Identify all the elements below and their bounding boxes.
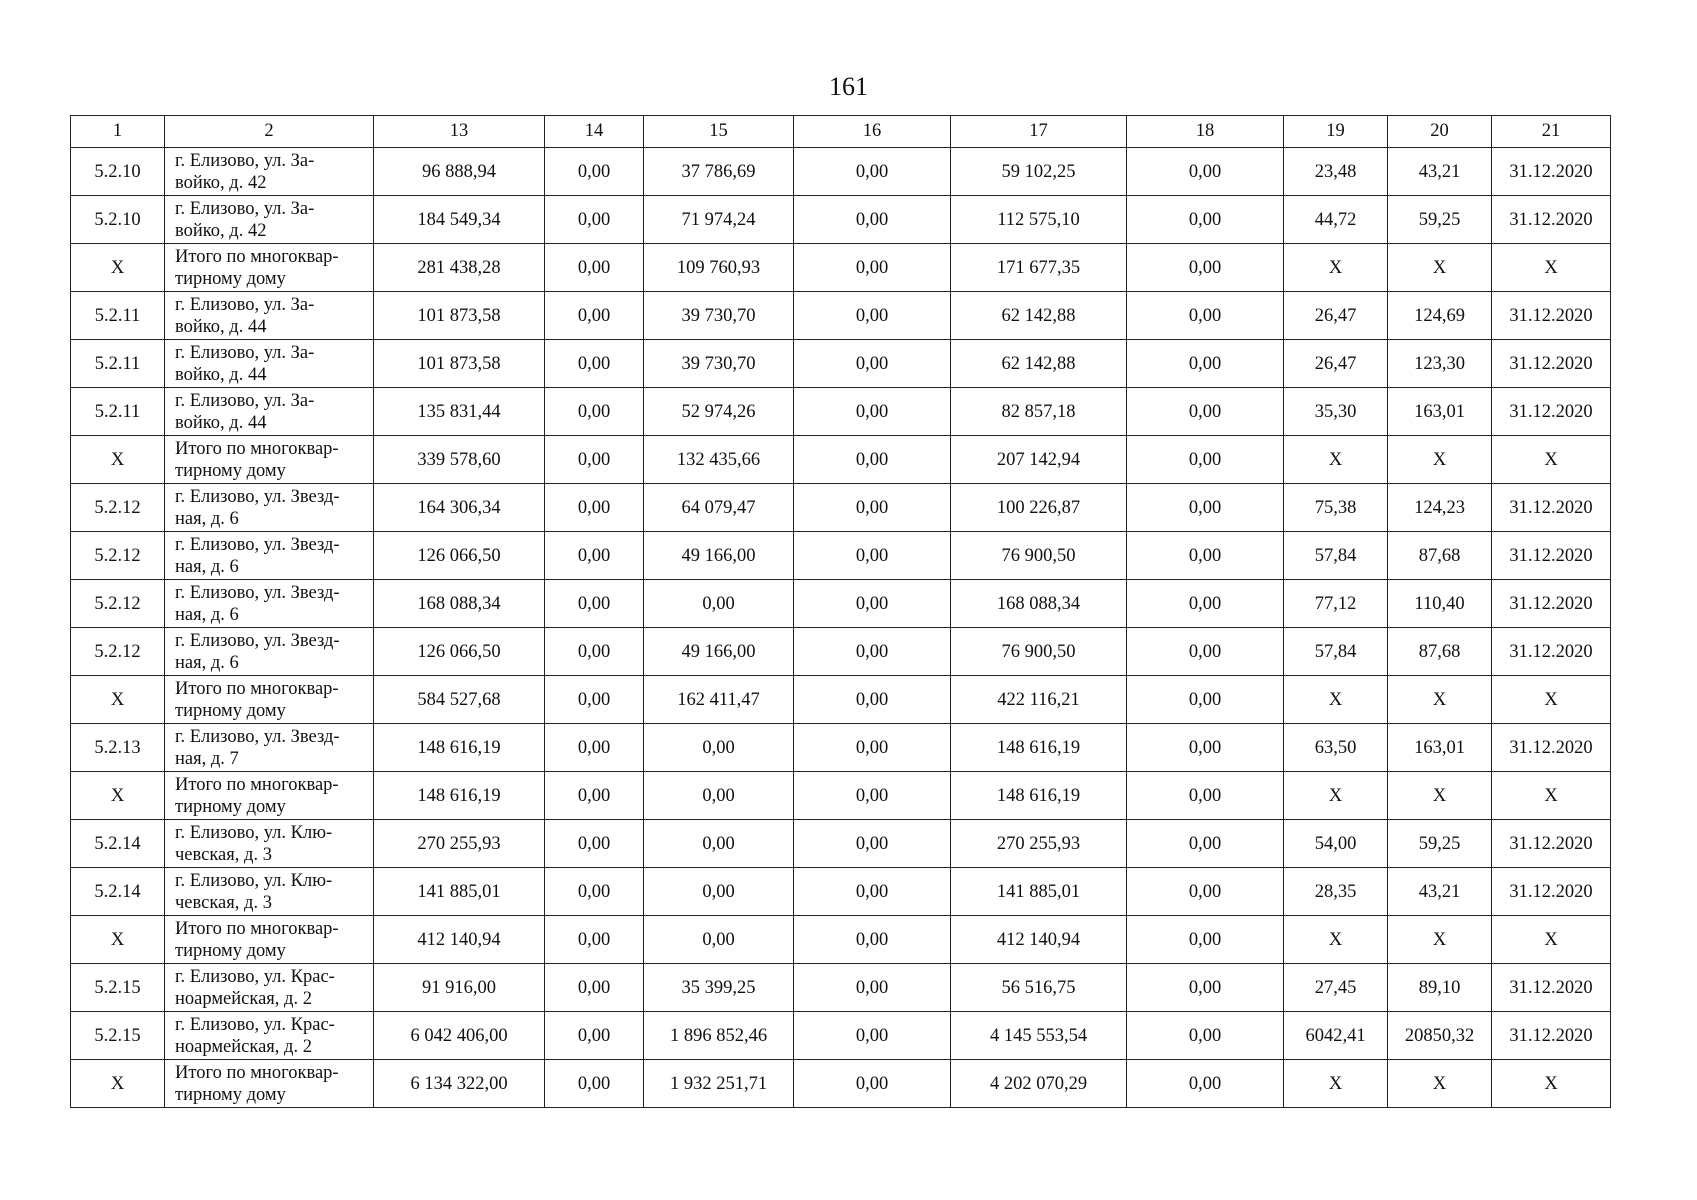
table-cell: 54,00: [1284, 820, 1388, 868]
table-cell: X: [71, 916, 165, 964]
table-cell: 0,00: [794, 868, 951, 916]
address-cell: г. Елизово, ул. За- войко, д. 42: [165, 148, 374, 196]
table-row: [71, 820, 1611, 868]
table-cell: X: [71, 244, 165, 292]
table-cell: 0,00: [545, 484, 644, 532]
table-cell: 56 516,75: [951, 964, 1127, 1012]
table-cell: 0,00: [1127, 1060, 1284, 1108]
table-cell: 101 873,58: [374, 292, 545, 340]
table-cell: 0,00: [1127, 580, 1284, 628]
table-cell: 0,00: [794, 916, 951, 964]
table-body: [71, 148, 1611, 1108]
table-cell: 0,00: [1127, 772, 1284, 820]
table-cell: 168 088,34: [951, 580, 1127, 628]
table-cell: 184 549,34: [374, 196, 545, 244]
table-row: [71, 964, 1611, 1012]
table-cell: 91 916,00: [374, 964, 545, 1012]
table-cell: 63,50: [1284, 724, 1388, 772]
address-cell: г. Елизово, ул. Клю- чевская, д. 3: [165, 820, 374, 868]
table-cell: 5.2.12: [71, 484, 165, 532]
column-header: 14: [545, 116, 644, 148]
table-cell: 31.12.2020: [1492, 292, 1611, 340]
table-cell: X: [1492, 436, 1611, 484]
table-cell: 64 079,47: [644, 484, 794, 532]
table-cell: 141 885,01: [951, 868, 1127, 916]
table-cell: 171 677,35: [951, 244, 1127, 292]
table-cell: 6 042 406,00: [374, 1012, 545, 1060]
column-header: 18: [1127, 116, 1284, 148]
table-cell: 148 616,19: [951, 724, 1127, 772]
table-cell: 0,00: [545, 436, 644, 484]
table-cell: 0,00: [794, 772, 951, 820]
address-cell: г. Елизово, ул. Крас- ноармейская, д. 2: [165, 964, 374, 1012]
table-cell: 0,00: [545, 964, 644, 1012]
table-cell: 0,00: [545, 868, 644, 916]
table-cell: X: [71, 1060, 165, 1108]
table-cell: 0,00: [545, 1060, 644, 1108]
table-cell: 49 166,00: [644, 628, 794, 676]
table-cell: 87,68: [1388, 628, 1492, 676]
table-cell: 164 306,34: [374, 484, 545, 532]
table-cell: 0,00: [794, 244, 951, 292]
table-cell: 100 226,87: [951, 484, 1127, 532]
table-cell: 5.2.11: [71, 292, 165, 340]
page-number: 161: [829, 72, 868, 101]
table-cell: 31.12.2020: [1492, 1012, 1611, 1060]
table-cell: 62 142,88: [951, 292, 1127, 340]
table-cell: 5.2.14: [71, 820, 165, 868]
address-cell: г. Елизово, ул. Звезд- ная, д. 6: [165, 532, 374, 580]
table-row: [71, 628, 1611, 676]
table-row: [71, 724, 1611, 772]
address-cell: г. Елизово, ул. За- войко, д. 44: [165, 340, 374, 388]
table-cell: X: [1388, 772, 1492, 820]
table-cell: 1 896 852,46: [644, 1012, 794, 1060]
table-cell: 123,30: [1388, 340, 1492, 388]
table-row: [71, 388, 1611, 436]
header-row: [71, 116, 1611, 148]
table-cell: 148 616,19: [374, 724, 545, 772]
table-cell: X: [71, 676, 165, 724]
table-cell: 0,00: [1127, 196, 1284, 244]
table-cell: 0,00: [1127, 724, 1284, 772]
table-cell: 0,00: [794, 580, 951, 628]
table-cell: 412 140,94: [951, 916, 1127, 964]
table-cell: 76 900,50: [951, 532, 1127, 580]
table-cell: 0,00: [794, 820, 951, 868]
table-cell: 0,00: [794, 1012, 951, 1060]
table-cell: 31.12.2020: [1492, 148, 1611, 196]
table-cell: X: [1388, 676, 1492, 724]
table-cell: 0,00: [545, 196, 644, 244]
table-cell: X: [1284, 244, 1388, 292]
table-cell: 0,00: [794, 148, 951, 196]
table-cell: 0,00: [794, 484, 951, 532]
table-row: [71, 292, 1611, 340]
table-cell: 0,00: [1127, 244, 1284, 292]
table-row: [71, 580, 1611, 628]
table-cell: 110,40: [1388, 580, 1492, 628]
table-cell: 412 140,94: [374, 916, 545, 964]
table-cell: 31.12.2020: [1492, 532, 1611, 580]
table-cell: 0,00: [545, 244, 644, 292]
table-cell: 0,00: [644, 724, 794, 772]
column-header: 1: [71, 116, 165, 148]
table-cell: 59,25: [1388, 820, 1492, 868]
table-cell: 0,00: [794, 388, 951, 436]
table-cell: 27,45: [1284, 964, 1388, 1012]
table-cell: 77,12: [1284, 580, 1388, 628]
table-cell: 135 831,44: [374, 388, 545, 436]
column-header: 13: [374, 116, 545, 148]
table-cell: 31.12.2020: [1492, 868, 1611, 916]
table-cell: 0,00: [1127, 292, 1284, 340]
table-cell: X: [1284, 1060, 1388, 1108]
table-row: [71, 148, 1611, 196]
table-cell: X: [1284, 772, 1388, 820]
table-cell: 4 202 070,29: [951, 1060, 1127, 1108]
table-cell: X: [1492, 244, 1611, 292]
table-cell: 0,00: [794, 964, 951, 1012]
table-cell: 31.12.2020: [1492, 388, 1611, 436]
table-cell: 6 134 322,00: [374, 1060, 545, 1108]
table-cell: 0,00: [794, 676, 951, 724]
table-cell: 37 786,69: [644, 148, 794, 196]
column-header: 16: [794, 116, 951, 148]
address-cell: Итого по многоквар- тирному дому: [165, 916, 374, 964]
table-cell: 0,00: [545, 580, 644, 628]
table-cell: 126 066,50: [374, 532, 545, 580]
table-cell: 0,00: [1127, 868, 1284, 916]
table-cell: 5.2.12: [71, 532, 165, 580]
table-cell: 26,47: [1284, 292, 1388, 340]
table-cell: 59,25: [1388, 196, 1492, 244]
column-header: 15: [644, 116, 794, 148]
table-cell: 124,69: [1388, 292, 1492, 340]
column-header: 20: [1388, 116, 1492, 148]
table-cell: X: [71, 436, 165, 484]
table-cell: 82 857,18: [951, 388, 1127, 436]
table-cell: 0,00: [1127, 388, 1284, 436]
table-row: [71, 868, 1611, 916]
table-cell: X: [1388, 1060, 1492, 1108]
table-cell: 0,00: [545, 292, 644, 340]
table-cell: 59 102,25: [951, 148, 1127, 196]
table-cell: 5.2.14: [71, 868, 165, 916]
table-cell: 163,01: [1388, 388, 1492, 436]
table-cell: 168 088,34: [374, 580, 545, 628]
table-cell: 422 116,21: [951, 676, 1127, 724]
table-row: [71, 340, 1611, 388]
address-cell: г. Елизово, ул. Звезд- ная, д. 6: [165, 580, 374, 628]
table-cell: 0,00: [794, 436, 951, 484]
table-cell: X: [1284, 676, 1388, 724]
table-cell: 35 399,25: [644, 964, 794, 1012]
table-cell: 148 616,19: [374, 772, 545, 820]
table-cell: 5.2.11: [71, 388, 165, 436]
table-cell: 0,00: [794, 292, 951, 340]
table-cell: 141 885,01: [374, 868, 545, 916]
table-row: [71, 916, 1611, 964]
data-table: [70, 115, 1611, 1108]
table-cell: 5.2.13: [71, 724, 165, 772]
table-cell: 0,00: [794, 340, 951, 388]
table-cell: 0,00: [1127, 820, 1284, 868]
table-cell: 126 066,50: [374, 628, 545, 676]
table-cell: 49 166,00: [644, 532, 794, 580]
table-cell: 132 435,66: [644, 436, 794, 484]
address-cell: г. Елизово, ул. За- войко, д. 44: [165, 388, 374, 436]
table-cell: 0,00: [545, 820, 644, 868]
table-row: [71, 1012, 1611, 1060]
table-cell: X: [1284, 916, 1388, 964]
table-cell: 39 730,70: [644, 292, 794, 340]
address-cell: г. Елизово, ул. За- войко, д. 44: [165, 292, 374, 340]
table-cell: 5.2.15: [71, 1012, 165, 1060]
table-cell: 31.12.2020: [1492, 724, 1611, 772]
table-cell: 0,00: [1127, 484, 1284, 532]
table-cell: 0,00: [545, 148, 644, 196]
address-cell: г. Елизово, ул. За- войко, д. 42: [165, 196, 374, 244]
table-cell: 109 760,93: [644, 244, 794, 292]
table-cell: 71 974,24: [644, 196, 794, 244]
table-cell: 52 974,26: [644, 388, 794, 436]
column-header: 17: [951, 116, 1127, 148]
table-cell: 4 145 553,54: [951, 1012, 1127, 1060]
table-cell: 0,00: [1127, 340, 1284, 388]
address-cell: г. Елизово, ул. Звезд- ная, д. 6: [165, 484, 374, 532]
address-cell: Итого по многоквар- тирному дому: [165, 772, 374, 820]
table-cell: 43,21: [1388, 148, 1492, 196]
address-cell: Итого по многоквар- тирному дому: [165, 1060, 374, 1108]
table-cell: X: [1388, 436, 1492, 484]
column-header: 21: [1492, 116, 1611, 148]
table-cell: 0,00: [545, 628, 644, 676]
address-cell: Итого по многоквар- тирному дому: [165, 676, 374, 724]
table-cell: 5.2.12: [71, 628, 165, 676]
table-cell: 0,00: [545, 916, 644, 964]
table-cell: 281 438,28: [374, 244, 545, 292]
table-cell: 148 616,19: [951, 772, 1127, 820]
table-cell: 0,00: [1127, 1012, 1284, 1060]
table-row: [71, 244, 1611, 292]
table-cell: 6042,41: [1284, 1012, 1388, 1060]
table-cell: X: [1492, 916, 1611, 964]
table-row: [71, 484, 1611, 532]
table-cell: 31.12.2020: [1492, 964, 1611, 1012]
table-cell: 87,68: [1388, 532, 1492, 580]
table-header: [71, 116, 1611, 148]
table-cell: X: [1492, 772, 1611, 820]
table-cell: 39 730,70: [644, 340, 794, 388]
table-cell: 0,00: [1127, 676, 1284, 724]
address-cell: г. Елизово, ул. Крас- ноармейская, д. 2: [165, 1012, 374, 1060]
table-row: [71, 436, 1611, 484]
table-cell: 0,00: [1127, 964, 1284, 1012]
table-cell: 76 900,50: [951, 628, 1127, 676]
table-cell: 0,00: [644, 868, 794, 916]
table-cell: X: [1284, 436, 1388, 484]
table-cell: 5.2.10: [71, 196, 165, 244]
table-cell: 0,00: [644, 916, 794, 964]
column-header: 19: [1284, 116, 1388, 148]
table-cell: 0,00: [794, 724, 951, 772]
table-cell: X: [1388, 244, 1492, 292]
table-cell: 0,00: [794, 196, 951, 244]
table-cell: 0,00: [545, 388, 644, 436]
address-cell: г. Елизово, ул. Клю- чевская, д. 3: [165, 868, 374, 916]
table-cell: 62 142,88: [951, 340, 1127, 388]
table-cell: 1 932 251,71: [644, 1060, 794, 1108]
table-cell: 31.12.2020: [1492, 340, 1611, 388]
table-cell: 207 142,94: [951, 436, 1127, 484]
table-cell: 270 255,93: [374, 820, 545, 868]
table-cell: 75,38: [1284, 484, 1388, 532]
table-cell: 0,00: [1127, 436, 1284, 484]
table-row: [71, 196, 1611, 244]
table-row: [71, 1060, 1611, 1108]
table-cell: 124,23: [1388, 484, 1492, 532]
table-cell: 0,00: [1127, 532, 1284, 580]
table-cell: 0,00: [794, 628, 951, 676]
table-cell: 31.12.2020: [1492, 820, 1611, 868]
table-cell: 31.12.2020: [1492, 580, 1611, 628]
address-cell: г. Елизово, ул. Звезд- ная, д. 7: [165, 724, 374, 772]
table-cell: 57,84: [1284, 532, 1388, 580]
table-cell: X: [71, 772, 165, 820]
address-cell: Итого по многоквар- тирному дому: [165, 244, 374, 292]
table-row: [71, 532, 1611, 580]
column-header: 2: [165, 116, 374, 148]
table-cell: 101 873,58: [374, 340, 545, 388]
table-cell: 584 527,68: [374, 676, 545, 724]
table-cell: 0,00: [794, 532, 951, 580]
table-cell: 0,00: [644, 580, 794, 628]
table-cell: 0,00: [545, 340, 644, 388]
table-cell: 28,35: [1284, 868, 1388, 916]
table-cell: 0,00: [794, 1060, 951, 1108]
address-cell: г. Елизово, ул. Звезд- ная, д. 6: [165, 628, 374, 676]
table-cell: 112 575,10: [951, 196, 1127, 244]
table-cell: 0,00: [1127, 916, 1284, 964]
table-cell: 0,00: [545, 1012, 644, 1060]
table-cell: 0,00: [1127, 628, 1284, 676]
table-cell: 0,00: [1127, 148, 1284, 196]
table-cell: 0,00: [644, 772, 794, 820]
table-cell: 5.2.10: [71, 148, 165, 196]
table-cell: 31.12.2020: [1492, 196, 1611, 244]
table-row: [71, 772, 1611, 820]
table-cell: X: [1492, 1060, 1611, 1108]
table-cell: 31.12.2020: [1492, 628, 1611, 676]
table-cell: 20850,32: [1388, 1012, 1492, 1060]
address-cell: Итого по многоквар- тирному дому: [165, 436, 374, 484]
table-cell: 5.2.11: [71, 340, 165, 388]
table-cell: 35,30: [1284, 388, 1388, 436]
table-cell: 0,00: [545, 724, 644, 772]
table-cell: X: [1388, 916, 1492, 964]
table-cell: 0,00: [545, 676, 644, 724]
table-cell: 31.12.2020: [1492, 484, 1611, 532]
table-cell: 162 411,47: [644, 676, 794, 724]
table-cell: 5.2.12: [71, 580, 165, 628]
table-cell: 44,72: [1284, 196, 1388, 244]
table-cell: X: [1492, 676, 1611, 724]
table-cell: 0,00: [545, 532, 644, 580]
table-cell: 57,84: [1284, 628, 1388, 676]
table-cell: 270 255,93: [951, 820, 1127, 868]
table-cell: 43,21: [1388, 868, 1492, 916]
table-cell: 26,47: [1284, 340, 1388, 388]
table-cell: 96 888,94: [374, 148, 545, 196]
table-row: [71, 676, 1611, 724]
table-cell: 23,48: [1284, 148, 1388, 196]
table-cell: 339 578,60: [374, 436, 545, 484]
table-cell: 89,10: [1388, 964, 1492, 1012]
table-cell: 5.2.15: [71, 964, 165, 1012]
table-cell: 0,00: [644, 820, 794, 868]
table-cell: 163,01: [1388, 724, 1492, 772]
table-cell: 0,00: [545, 772, 644, 820]
